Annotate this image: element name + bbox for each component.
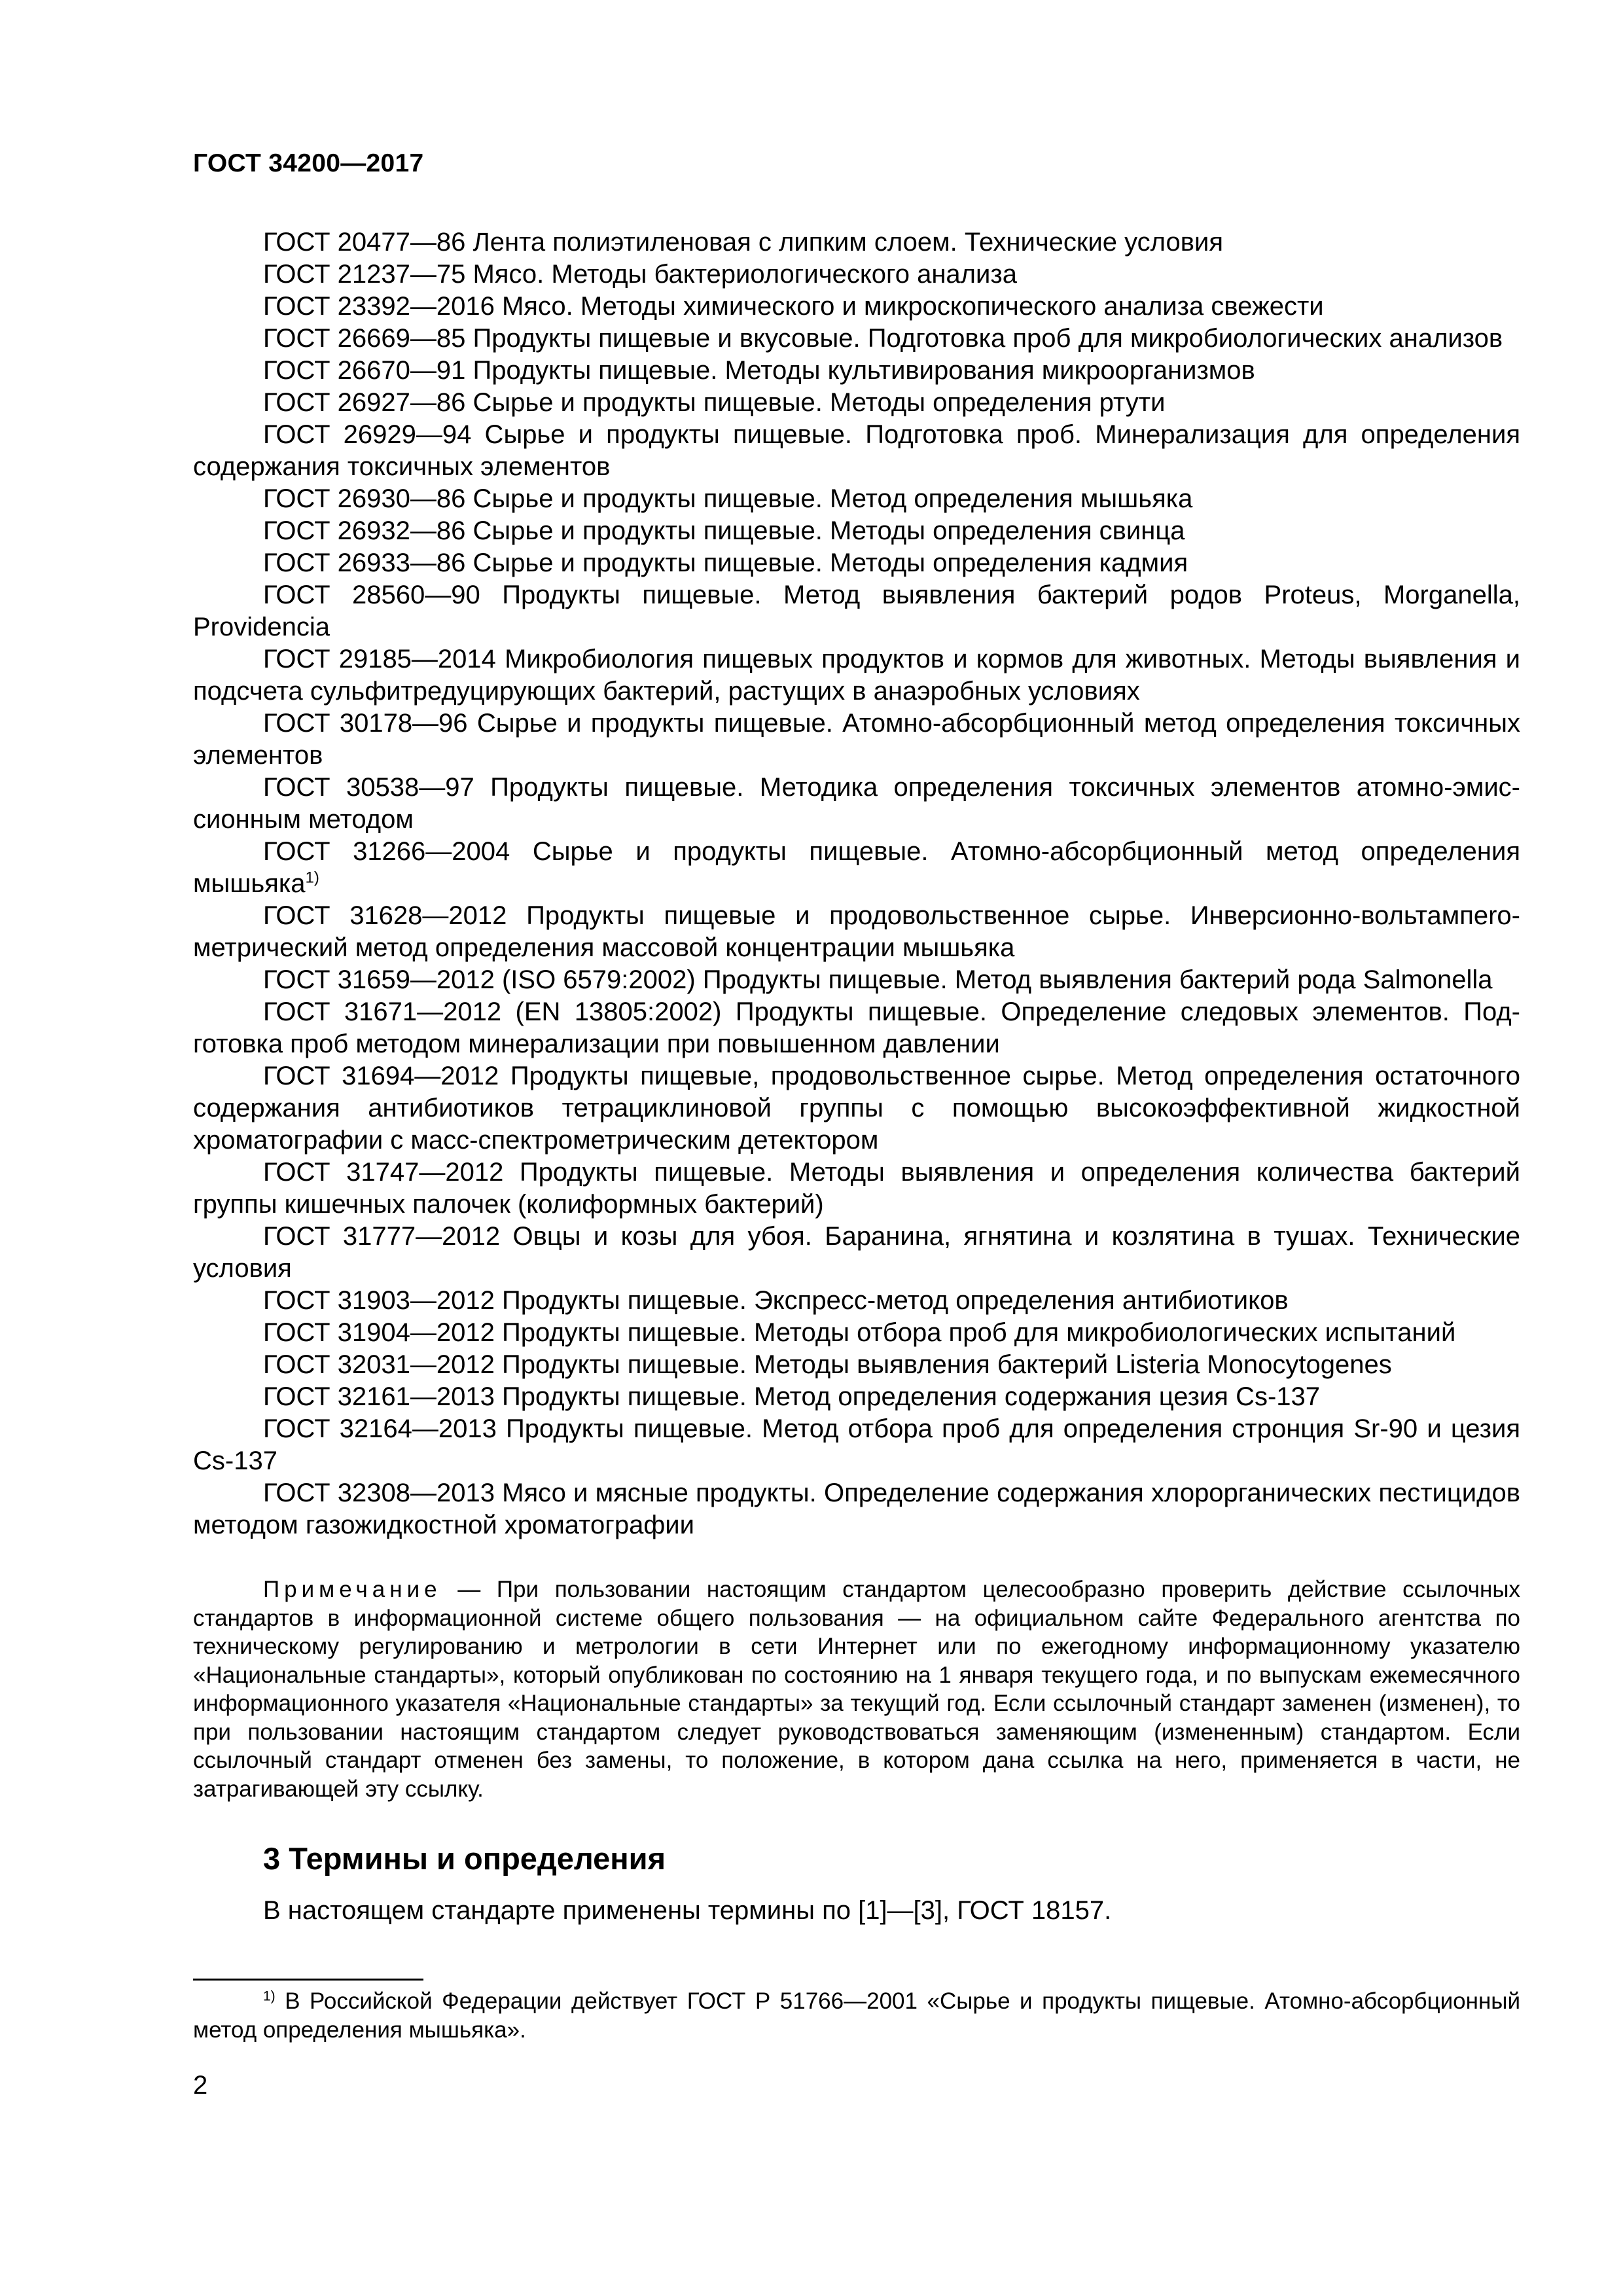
- reference-item: ГОСТ 26669—85 Продукты пищевые и вкусовые. Подготовка проб для микробиологических анализов: [263, 324, 1503, 353]
- reference-item: ГОСТ 31694—2012 Продукты пищевые, продовольственное сырье. Метод определения остаточного содержания антибиотиков тетрациклиновой группы с помощью высокоэффективной жидкостной хроматографии с масс-спектрометрическим детектором: [193, 1062, 1520, 1155]
- reference-text: ГОСТ 31266—2004 Сырье и продукты пищевые. Атомно-абсорбционный метод определения мышьяка: [193, 837, 1520, 898]
- note-label: Примечание: [263, 1577, 442, 1602]
- reference-item: ГОСТ 30538—97 Продукты пищевые. Методика определения токсичных элементов атомно-эмиссионным методом: [193, 773, 1520, 834]
- reference-item: ГОСТ 28560—90 Продукты пищевые. Метод выявления бактерий родов Proteus, Morganella, Providencia: [193, 581, 1520, 641]
- note-text: — При пользовании настоящим стандартом целесообразно проверить действие ссылочных стандартов в информационной системе общего пользования — на официальном сайте Федерального агентства по техническому регулированию и метрологии в сети Интернет или по ежегодному информационному указателю «Национальные стандарты», который опубликован по состоянию на 1 января текущего года, и по выпускам ежемесячного информационного указателя «Национальные стандарты» за текущий год. Если ссылочный стандарт заменен (изменен), то при пользовании настоящим стандартом следует руководствоваться заменяющим (измененным) стандартом. Если ссылочный стандарт отменен без замены, то положение, в котором дана ссылка на него, применяется в части, не затрагивающей эту ссылку.: [193, 1577, 1520, 1802]
- reference-item-with-footnote: [193, 836, 1520, 900]
- reference-item: ГОСТ 31659—2012 (ISO 6579:2002) Продукты пищевые. Метод выявления бактерий рода Salmonella: [263, 965, 1493, 994]
- reference-item: ГОСТ 31747—2012 Продукты пищевые. Методы выявления и определения количества бактерий группы кишечных палочек (колиформных бактерий): [193, 1158, 1520, 1219]
- reference-item: ГОСТ 20477—86 Лента полиэтиленовая с липким слоем. Технические условия: [263, 228, 1223, 257]
- footnote-marker: 1): [305, 869, 319, 887]
- reference-item: ГОСТ 31903—2012 Продукты пищевые. Экспресс-метод определения антибиотиков: [263, 1286, 1289, 1315]
- reference-item: ГОСТ 23392—2016 Мясо. Методы химического и микроскопического анализа свежести: [263, 292, 1324, 321]
- reference-item: ГОСТ 26670—91 Продукты пищевые. Методы культивирования микроорганизмов: [263, 356, 1255, 385]
- section-title: 3 Термины и определения: [263, 1841, 666, 1876]
- footnote-separator: [193, 1979, 423, 1981]
- reference-item: ГОСТ 31904—2012 Продукты пищевые. Методы отбора проб для микробиологических испытаний: [263, 1318, 1456, 1347]
- reference-item: ГОСТ 32308—2013 Мясо и мясные продукты. Определение содержания хлорорганических пестицидов методом газожидкостной хроматографии: [193, 1479, 1520, 1539]
- reference-item: ГОСТ 32164—2013 Продукты пищевые. Метод отбора проб для определения стронция Sr-90 и цезия Cs-137: [193, 1414, 1520, 1475]
- reference-item: ГОСТ 32161—2013 Продукты пищевые. Метод определения содержания цезия Cs-137: [263, 1382, 1321, 1411]
- reference-item: ГОСТ 29185—2014 Микробиология пищевых продуктов и кормов для животных. Методы выявления и подсчета сульфитредуцирующих бактерий, растущих в анаэробных условиях: [193, 645, 1520, 706]
- reference-item: ГОСТ 30178—96 Сырье и продукты пищевые. Атомно-абсорбционный метод определения токсичных элементов: [193, 709, 1520, 770]
- reference-item: ГОСТ 26933—86 Сырье и продукты пищевые. Методы определения кадмия: [263, 548, 1188, 577]
- footnote-text: В Российской Федерации действует ГОСТ Р 51766—2001 «Сырье и продукты пищевые. Атомно-абсорбционный метод определения мышьяка».: [193, 1988, 1520, 2043]
- reference-item: ГОСТ 21237—75 Мясо. Методы бактериологического анализа: [263, 260, 1017, 289]
- footnote-marker: 1): [263, 1988, 276, 2004]
- footnote: [193, 1987, 1520, 2045]
- note-block: [193, 1575, 1520, 1803]
- reference-item: ГОСТ 26930—86 Сырье и продукты пищевые. Метод определения мышьяка: [263, 484, 1193, 513]
- reference-item: ГОСТ 26929—94 Сырье и продукты пищевые. Подготовка проб. Минерализация для определения содержания токсичных элементов: [193, 420, 1520, 481]
- reference-item: ГОСТ 31671—2012 (EN 13805:2002) Продукты пищевые. Определение следовых элементов. Подготовка проб методом минерализации при повышенном давлении: [193, 997, 1520, 1058]
- page-number: 2: [193, 2071, 208, 2100]
- document-header: ГОСТ 34200—2017: [193, 149, 424, 177]
- reference-item: ГОСТ 31628—2012 Продукты пищевые и продовольственное сырье. Инверсионно-вольтампeroметрический метод определения массовой концентрации мышьяка: [193, 901, 1520, 962]
- reference-item: ГОСТ 31777—2012 Овцы и козы для убоя. Баранина, ягнятина и козлятина в тушах. Технические условия: [193, 1222, 1520, 1283]
- section-paragraph: В настоящем стандарте применены термины по [1]—[3], ГОСТ 18157.: [263, 1896, 1112, 1925]
- normative-references-list: [193, 226, 1520, 1541]
- reference-item: ГОСТ 26927—86 Сырье и продукты пищевые. Методы определения ртути: [263, 388, 1166, 417]
- reference-item: ГОСТ 32031—2012 Продукты пищевые. Методы выявления бактерий Listeria Monocytogenes: [263, 1350, 1392, 1379]
- reference-item: ГОСТ 26932—86 Сырье и продукты пищевые. Методы определения свинца: [263, 516, 1185, 545]
